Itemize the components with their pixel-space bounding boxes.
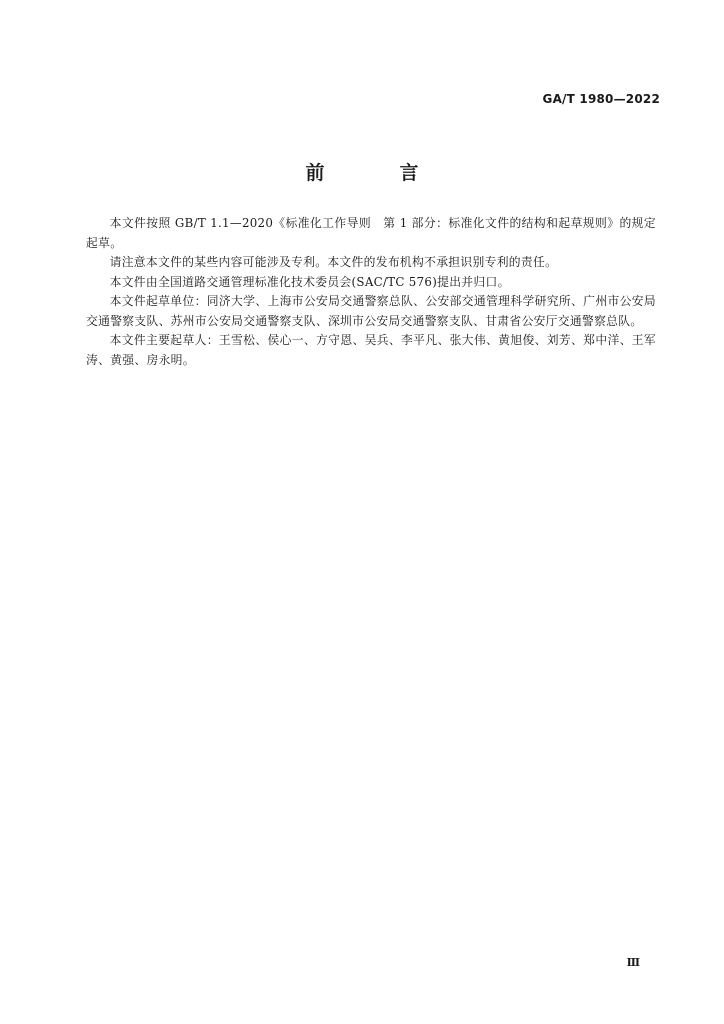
foreword-body [86,214,656,370]
paragraph-drafting-organizations: 本文件起草单位：同济大学、上海市公安局交通警察总队、公安部交通管理科学研究所、广州市公安局交通警察支队、苏州市公安局交通警察支队、深圳市公安局交通警察支队、甘肃省公安厅交通警察总队。 [86,294,656,328]
standard-code: GA/T 1980—2022 [542,92,660,106]
paragraph-drafters: 本文件主要起草人：王雪松、侯心一、方守恩、吴兵、李平凡、张大伟、黄旭俊、刘芳、郑中洋、王军涛、黄强、房永明。 [86,333,656,367]
page-title: 前 言 [305,162,447,184]
paragraph-proposer: 本文件由全国道路交通管理标准化技术委员会(SAC/TC 576)提出并归口。 [109,274,510,289]
paragraph-drafting-rules: 本文件按照 GB/T 1.1—2020《标准化工作导则 第 1 部分：标准化文件的结构和起草规则》的规定起草。 [86,216,656,250]
page-number: Ⅲ [626,956,640,969]
paragraph-patent-notice: 请注意本文件的某些内容可能涉及专利。本文件的发布机构不承担识别专利的责任。 [109,255,558,269]
